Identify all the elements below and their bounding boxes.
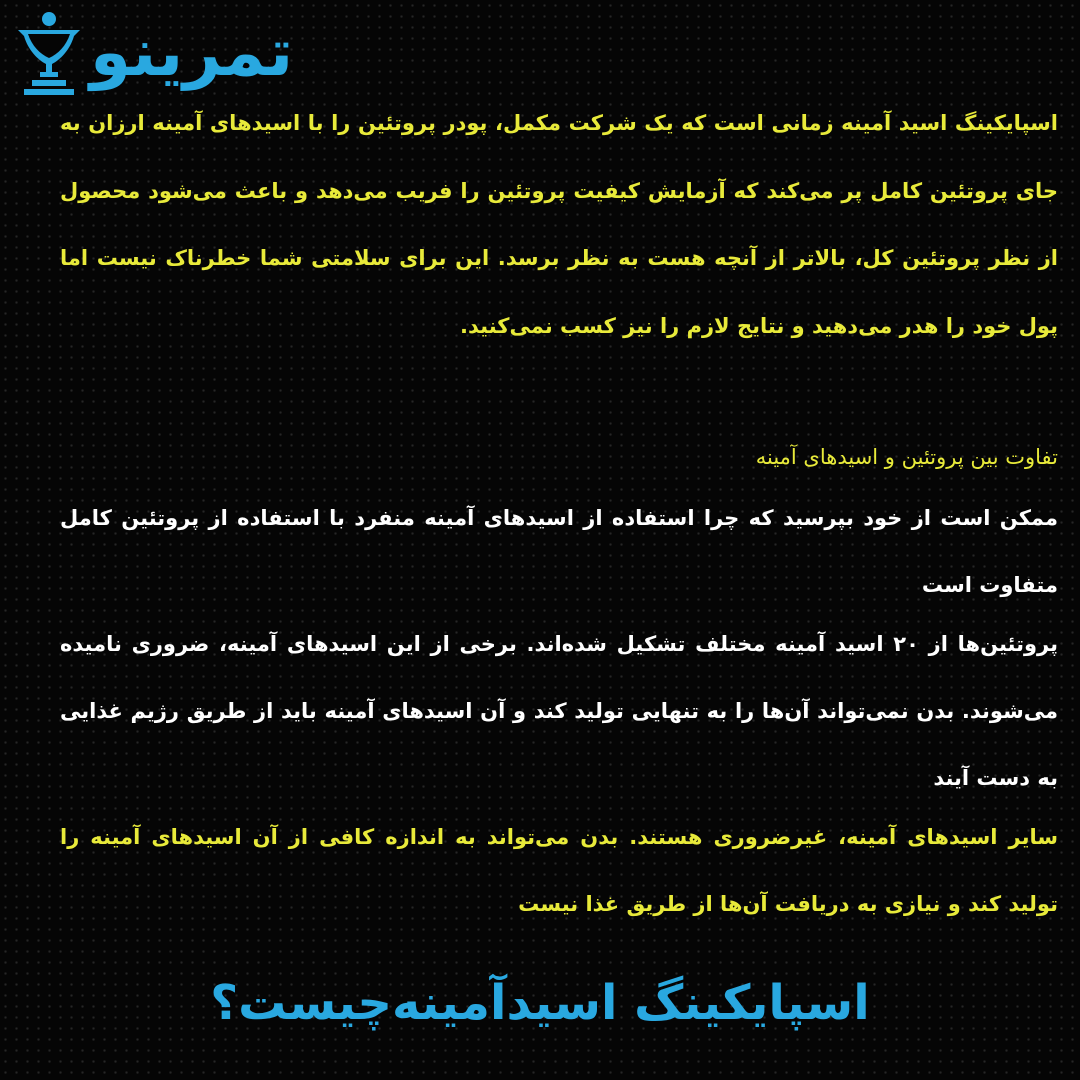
- intro-paragraph: اسپایکینگ اسید آمینه زمانی است که یک شرکت مکمل، پودر پروتئین را با اسیدهای آمینه ارزان به جای پروتئین کامل پر می‌کند که آزمایش کیفیت پروتئین را فریب می‌دهد و باعث می‌شود محصول از نظر پروتئین کل، بالاتر از آنچه هست به نظر برسد. این برای سلامتی شما خطرناک نیست اما پول خود را هدر می‌دهید و نتایج لازم را نیز کسب نمی‌کنید.: [60, 111, 1058, 338]
- section-heading: تفاوت بین پروتئین و اسیدهای آمینه: [755, 445, 1058, 469]
- brand-name: تمرینو: [90, 14, 294, 91]
- essential-amino-paragraph: پروتئین‌ها از ۲۰ اسید آمینه مختلف تشکیل شده‌اند. برخی از این اسیدهای آمینه، ضروری نامیده می‌شوند. بدن نمی‌تواند آن‌ها را به تنهایی تولید کند و آن اسیدهای آمینه باید از طریق رژیم غذایی به دست آیند: [60, 632, 1058, 790]
- trophy-cup-icon: [14, 10, 84, 96]
- brand-logo: [14, 8, 444, 98]
- question-paragraph: ممکن است از خود بپرسید که چرا استفاده از اسیدهای آمینه منفرد با استفاده از پروتئین کامل متفاوت است: [60, 506, 1058, 597]
- footer-title: اسپایکینگ اسیدآمینه‌چیست؟: [210, 975, 870, 1031]
- article-body: [60, 90, 1058, 938]
- nonessential-amino-paragraph: سایر اسیدهای آمینه، غیرضروری هستند. بدن می‌تواند به اندازه کافی از آن اسیدهای آمینه را تولید کند و نیازی به دریافت آن‌ها از طریق غذا نیست: [60, 825, 1058, 916]
